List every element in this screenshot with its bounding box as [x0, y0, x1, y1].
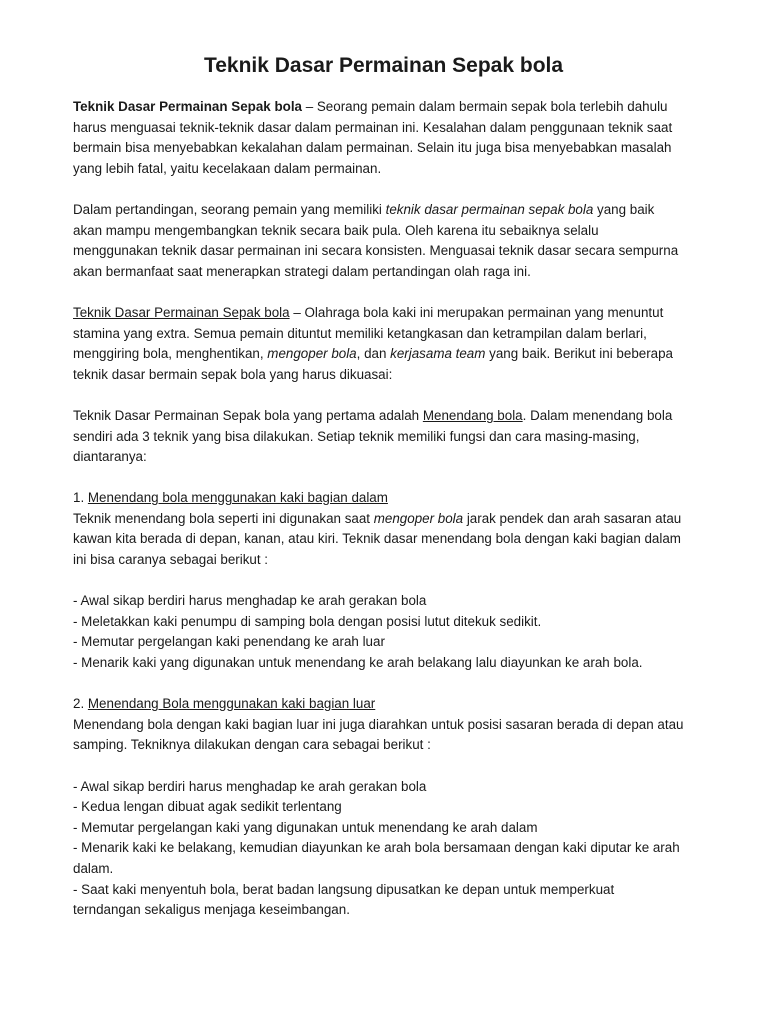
document-body	[73, 97, 712, 921]
list-item: - Saat kaki menyentuh bola, berat badan langsung dipusatkan ke depan untuk memperkuat	[73, 881, 615, 897]
section-1-italic: mengoper bola	[373, 510, 464, 526]
intro-lead: Teknik Dasar Permainan Sepak bola	[73, 99, 302, 114]
stamina-italic-1: mengoper bola	[267, 346, 357, 362]
stamina-italic-2: kerjasama team	[390, 346, 486, 362]
kicking-line-2: sendiri ada 3 teknik yang bisa dilakukan. Setiap teknik memiliki fungsi dan cara masing-masing,	[73, 428, 640, 444]
section-2-list	[73, 777, 712, 921]
kicking-line-3: diantaranya:	[73, 449, 147, 465]
section-1	[73, 488, 712, 570]
match-line-1b: yang baik	[593, 201, 655, 217]
list-item: dalam.	[73, 860, 114, 876]
intro-line-3: bermain bisa menyebabkan kekalahan dalam permainan. Selain itu juga bisa menyebabkan masalah	[73, 140, 672, 156]
section-2	[73, 694, 712, 756]
section-1-line-1b: jarak pendek dan arah sasaran atau	[463, 510, 682, 526]
section-2-heading: Menendang Bola menggunakan kaki bagian luar	[87, 696, 376, 712]
list-item: - Meletakkan kaki penumpu di samping bola dengan posisi lutut ditekuk sedikit.	[73, 613, 542, 629]
intro-line-1: – Seorang pemain dalam bermain sepak bola terlebih dahulu	[301, 99, 668, 114]
match-line-3: menggunakan teknik dasar permainan ini secara konsisten. Menguasai teknik dasar secara sempurna	[73, 243, 679, 259]
list-item: - Awal sikap berdiri harus menghadap ke arah gerakan bola	[73, 778, 427, 794]
list-item: - Menarik kaki ke belakang, kemudian diayunkan ke arah bola bersamaan dengan kaki diputar ke arah	[73, 840, 680, 856]
stamina-line-1: – Olahraga bola kaki ini merupakan permainan yang menuntut	[289, 304, 664, 320]
list-item: terndangan sekaligus menjaga keseimbangan.	[73, 902, 350, 918]
paragraph-match	[73, 200, 712, 282]
stamina-lead-link[interactable]: Teknik Dasar Permainan Sepak bola	[73, 304, 290, 320]
match-line-4: akan bermanfaat saat menerapkan strategi dalam pertandingan olah raga ini.	[73, 263, 531, 279]
stamina-line-3a: menggiring bola, menghentikan,	[73, 346, 268, 362]
kicking-line-1b: . Dalam menendang bola	[522, 407, 673, 423]
stamina-line-3c: yang baik. Berikut ini beberapa	[485, 346, 674, 362]
section-1-line-1a: Teknik menendang bola seperti ini digunakan saat	[73, 510, 374, 526]
stamina-line-3b: , dan	[356, 346, 391, 362]
section-2-line-2: samping. Tekniknya dilakukan dengan cara sebagai berikut :	[73, 737, 431, 753]
intro-line-2: harus menguasai teknik-teknik dasar dalam permainan ini. Kesalahan dalam penggunaan teknik saat	[73, 119, 673, 135]
section-1-number: 1.	[73, 490, 88, 506]
stamina-line-2: stamina yang extra. Semua pemain dituntut memiliki ketangkasan dan ketrampilan dalam berlari,	[73, 325, 647, 341]
match-line-2: akan mampu mengembangkan teknik secara baik pula. Oleh karena itu sebaiknya selalu	[73, 222, 599, 238]
match-line-1a: Dalam pertandingan, seorang pemain yang memiliki	[73, 201, 386, 217]
section-1-line-3: ini bisa caranya sebagai berikut :	[73, 552, 269, 568]
section-2-number: 2.	[73, 696, 88, 712]
list-item: - Menarik kaki yang digunakan untuk menendang ke arah belakang lalu diayunkan ke arah bola.	[73, 655, 643, 671]
stamina-line-4: teknik dasar bermain sepak bola yang harus dikuasai:	[73, 366, 393, 382]
section-1-line-2: kawan kita berada di depan, kanan, atau kiri. Teknik dasar menendang bola dengan kaki bagian dalam	[73, 531, 681, 547]
paragraph-stamina	[73, 303, 712, 385]
section-2-line-1: Menendang bola dengan kaki bagian luar ini juga diarahkan untuk posisi sasaran berada di depan atau	[73, 716, 684, 732]
section-1-list	[73, 591, 712, 673]
list-item: - Memutar pergelangan kaki yang digunakan untuk menendang ke arah dalam	[73, 819, 538, 835]
paragraph-intro	[73, 97, 712, 179]
document-title: Teknik Dasar Permainan Sepak bola	[203, 54, 564, 77]
section-1-heading: Menendang bola menggunakan kaki bagian dalam	[87, 490, 388, 506]
kicking-line-1a: Teknik Dasar Permainan Sepak bola yang pertama adalah	[73, 407, 423, 423]
list-item: - Awal sikap berdiri harus menghadap ke arah gerakan bola	[73, 593, 427, 609]
kicking-link[interactable]: Menendang bola	[422, 407, 523, 423]
list-item: - Kedua lengan dibuat agak sedikit terlentang	[73, 799, 342, 815]
intro-line-4: yang lebih fatal, yaitu kecelakaan dalam permainan.	[73, 160, 382, 176]
paragraph-kicking	[73, 406, 712, 468]
match-line-1-italic: teknik dasar permainan sepak bola	[385, 201, 594, 217]
list-item: - Memutar pergelangan kaki penendang ke arah luar	[73, 634, 385, 650]
